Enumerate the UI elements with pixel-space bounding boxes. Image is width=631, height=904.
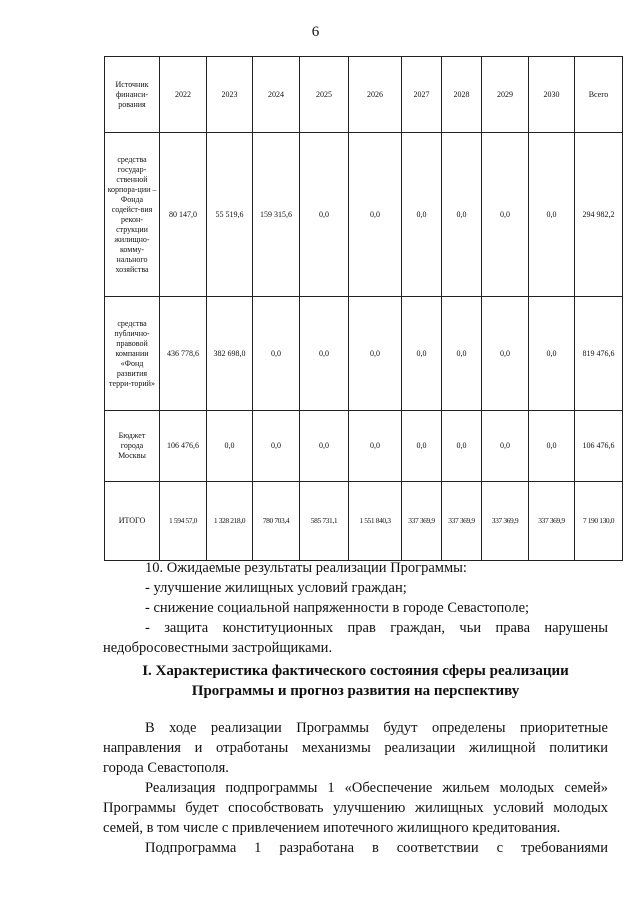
value-cell: 819 476,6 xyxy=(575,297,623,411)
paragraph-line: города Севастополя. xyxy=(103,760,229,776)
value-cell: 0,0 xyxy=(349,411,402,482)
value-cell: 337 369,9 xyxy=(482,482,529,561)
table-row xyxy=(105,411,623,482)
header-cell: 2027 xyxy=(402,57,442,133)
value-cell: 0,0 xyxy=(482,133,529,297)
paragraph-line: Подпрограмма 1 разработана в соответствии с требованиями xyxy=(145,840,608,856)
table-total-row xyxy=(105,482,623,561)
value-cell: 0,0 xyxy=(253,297,300,411)
section-heading-line: I. Характеристика фактического состояния сферы реализации xyxy=(142,663,569,679)
section-heading-line: Программы и прогноз развития на перспективу xyxy=(191,683,520,699)
source-cell: средства государ-ственной корпора-ции – Фонда содейст-вия рекон-струкции жилищно-комму-нального хозяйства xyxy=(105,133,160,297)
value-cell: 106 476,6 xyxy=(160,411,207,482)
page-number: 6 xyxy=(311,24,320,40)
value-cell: 55 519,6 xyxy=(207,133,253,297)
value-cell: 382 698,0 xyxy=(207,297,253,411)
results-title: 10. Ожидаемые результаты реализации Программы: xyxy=(145,560,467,576)
paragraph-line: Реализация подпрограммы 1 «Обеспечение жильем молодых семей» xyxy=(145,780,608,796)
value-cell: 0,0 xyxy=(529,411,575,482)
header-cell: 2030 xyxy=(529,57,575,133)
value-cell: 0,0 xyxy=(482,411,529,482)
header-cell: Всего xyxy=(575,57,623,133)
value-cell: 585 731,1 xyxy=(300,482,349,561)
value-cell: 80 147,0 xyxy=(160,133,207,297)
paragraph-line: семей, в том числе с привлечением ипотечного жилищного кредитования. xyxy=(103,820,561,836)
value-cell: 0,0 xyxy=(300,297,349,411)
value-cell: 0,0 xyxy=(529,297,575,411)
value-cell: 0,0 xyxy=(402,411,442,482)
value-cell: 436 778,6 xyxy=(160,297,207,411)
value-cell: 0,0 xyxy=(207,411,253,482)
value-cell: 1 551 840,3 xyxy=(349,482,402,561)
results-item: - защита конституционных прав граждан, чьи права нарушены xyxy=(145,620,608,636)
source-cell: средства публично-правовой компании «Фонд развития терри-торий» xyxy=(105,297,160,411)
value-cell: 0,0 xyxy=(442,297,482,411)
paragraph-line: Программы будет способствовать улучшению жилищных условий молодых xyxy=(103,800,608,816)
table-header-row xyxy=(105,57,623,133)
value-cell: 1 594 57,0 xyxy=(160,482,207,561)
value-cell: 0,0 xyxy=(402,133,442,297)
value-cell: 0,0 xyxy=(442,133,482,297)
results-item: - снижение социальной напряженности в городе Севастополе; xyxy=(145,600,530,616)
value-cell: 7 190 130,0 xyxy=(575,482,623,561)
table-row xyxy=(105,297,623,411)
value-cell: 0,0 xyxy=(442,411,482,482)
value-cell: 337 369,9 xyxy=(442,482,482,561)
body-text xyxy=(103,718,608,858)
header-cell: Источник финанси-рования xyxy=(105,57,160,133)
header-cell: 2023 xyxy=(207,57,253,133)
paragraph-line: направления и отработаны механизмы реализации жилищной политики xyxy=(103,740,608,756)
header-cell: 2026 xyxy=(349,57,402,133)
value-cell: 1 328 218,0 xyxy=(207,482,253,561)
value-cell: 337 369,9 xyxy=(529,482,575,561)
header-cell: 2025 xyxy=(300,57,349,133)
value-cell: 0,0 xyxy=(482,297,529,411)
value-cell: 106 476,6 xyxy=(575,411,623,482)
header-cell: 2029 xyxy=(482,57,529,133)
header-cell: 2028 xyxy=(442,57,482,133)
section-heading xyxy=(103,661,608,701)
results-item-continued: недобросовестными застройщиками. xyxy=(103,640,333,656)
table-row xyxy=(105,133,623,297)
value-cell: 294 982,2 xyxy=(575,133,623,297)
value-cell: 0,0 xyxy=(300,133,349,297)
value-cell: 780 703,4 xyxy=(253,482,300,561)
source-cell: Бюджет города Москвы xyxy=(105,411,160,482)
value-cell: 0,0 xyxy=(300,411,349,482)
value-cell: 0,0 xyxy=(402,297,442,411)
expected-results xyxy=(103,558,608,658)
value-cell: 0,0 xyxy=(529,133,575,297)
value-cell: 0,0 xyxy=(349,297,402,411)
paragraph-line: В ходе реализации Программы будут определены приоритетные xyxy=(145,720,608,736)
source-cell: ИТОГО xyxy=(105,482,160,561)
header-cell: 2024 xyxy=(253,57,300,133)
financing-table xyxy=(104,56,623,561)
value-cell: 337 369,9 xyxy=(402,482,442,561)
results-item: - улучшение жилищных условий граждан; xyxy=(145,580,407,596)
value-cell: 159 315,6 xyxy=(253,133,300,297)
value-cell: 0,0 xyxy=(349,133,402,297)
header-cell: 2022 xyxy=(160,57,207,133)
value-cell: 0,0 xyxy=(253,411,300,482)
